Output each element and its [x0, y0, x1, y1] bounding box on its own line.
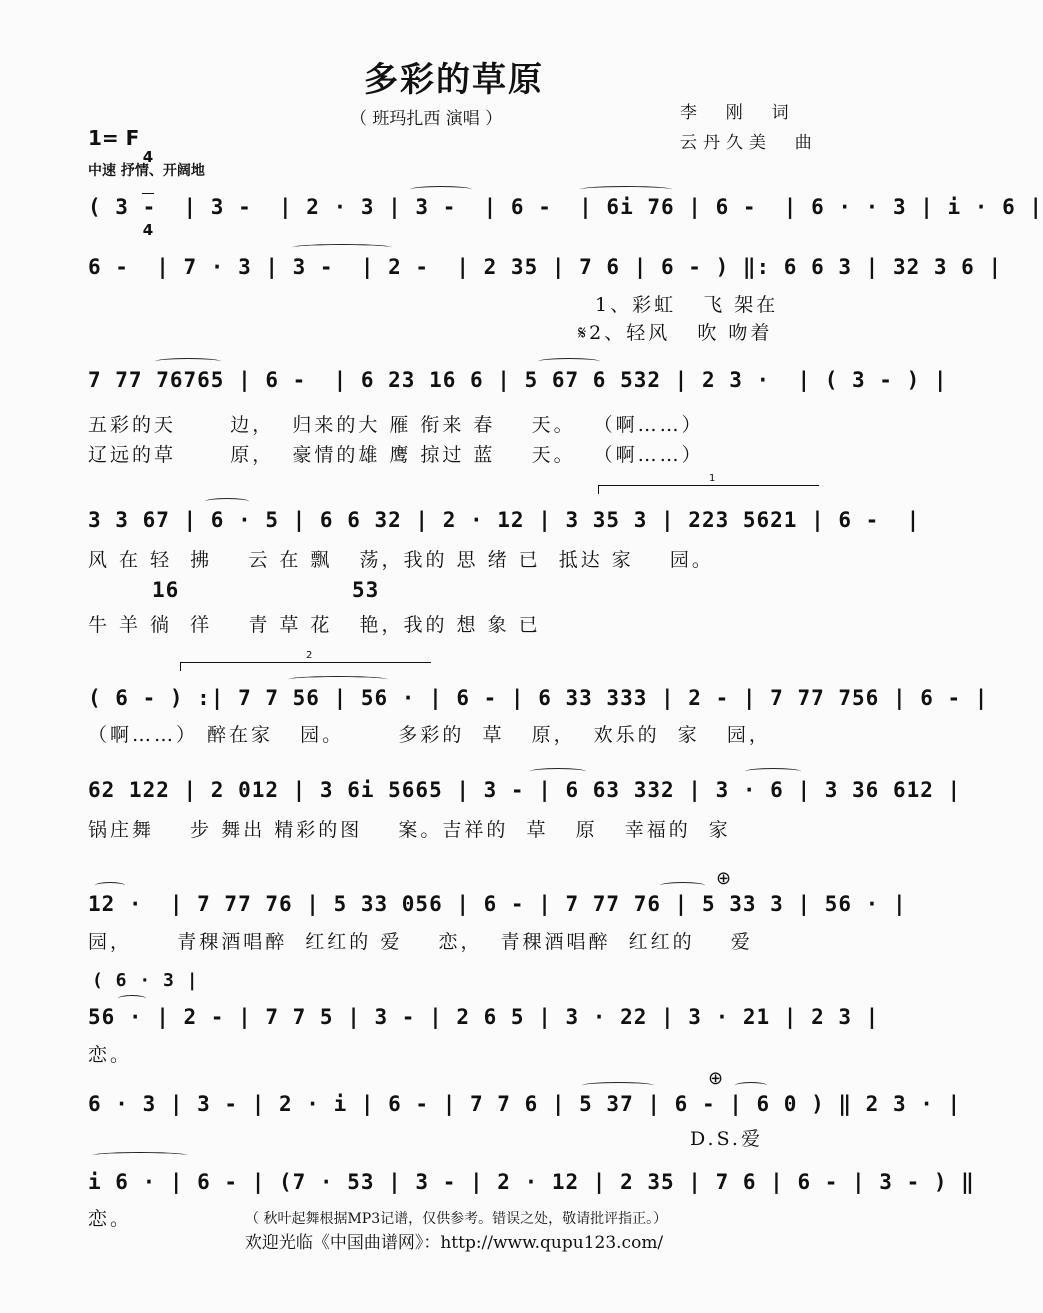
time-sig-bottom: 4: [142, 221, 154, 239]
music-row-2: 6 - | 7 · 3 | 3 - | 2 - | 2 35 | 7 6 | 6 - ) ‖: 6 6 3 | 32 3 6 |: [88, 255, 1003, 279]
tempo-marking: 中速 抒情、开阔地: [88, 163, 205, 179]
song-title: 多彩的草原: [364, 60, 544, 100]
music-row-7: 12 · | 7 77 76 | 5 33 056 | 6 - | 7 77 76 | 5 33 3 | 56 · |: [88, 892, 907, 916]
lyric-row-9: D.S.爱: [690, 1128, 763, 1150]
volta-2: 2: [180, 662, 431, 671]
time-sig-top: 4: [142, 148, 154, 166]
music-row-8: 56 · | 2 - | 7 7 5 | 3 - | 2 6 5 | 3 · 22 | 3 · 21 | 2 3 |: [88, 1005, 880, 1029]
lyric-row-4a: 风 在 轻 拂 云 在 飘 荡，我的 思 绪 已 抵达 家 园。: [88, 549, 714, 571]
lyric-row-10: 恋。: [88, 1208, 133, 1230]
lyric-row-6: 锅庄舞 步 舞出 精彩的图 案。吉祥的 草 原 幸福的 家: [88, 819, 731, 841]
lyric-row-2a: 1、彩虹 飞 架在: [595, 294, 779, 316]
singer-credit: （ 班玛扎西 演唱 ）: [350, 109, 503, 129]
lyric-row-2b: 𝄋2、轻风 吹 吻着: [578, 322, 773, 344]
lyric-row-3a: 五彩的天 边， 归来的大 雁 衔来 春 天。 （啊……）: [88, 414, 704, 436]
coda-symbol-2: ⊕: [708, 1068, 724, 1089]
time-signature: [142, 122, 154, 251]
lyric-row-4b: 牛 羊 徜 徉 青 草 花 艳，我的 想 象 已: [88, 614, 541, 636]
lyric-row-7: 园， 青稞酒唱醉 红红的 爱 恋， 青稞酒唱醉 红红的 爱: [88, 931, 753, 953]
coda-symbol-1: ⊕: [716, 868, 732, 889]
transcriber-note: （ 秋叶起舞根据MP3记谱，仅供参考。错误之处，敬请批评指正。）: [245, 1211, 668, 1227]
music-row-4: 3 3 67 | 6 · 5 | 6 6 32 | 2 · 12 | 3 35 3 | 223 5621 | 6 - |: [88, 508, 921, 532]
lyric-row-8: 恋。: [88, 1044, 133, 1066]
site-footer: 欢迎光临《中国曲谱网》：http://www.qupu123.com/: [244, 1233, 664, 1253]
music-row-10: i 6 · | 6 - | (7 · 53 | 3 - | 2 · 12 | 2 35 | 7 6 | 6 - | 3 - ) ‖: [88, 1170, 975, 1194]
alt-notes-2: 53: [352, 578, 380, 602]
lyric-row-5: （啊……） 醉在家 园。 多彩的 草 原， 欢乐的 家 园，: [88, 724, 771, 746]
music-row-9: 6 · 3 | 3 - | 2 · i | 6 - | 7 7 6 | 5 37 | 6 - | 6 0 ) ‖ 2 3 · |: [88, 1092, 962, 1116]
composer-credit: 云丹久美 曲: [680, 133, 818, 153]
key-signature: 1= F: [88, 126, 140, 150]
alt-ending-notes: ( 6 · 3 |: [92, 970, 199, 991]
alt-notes-1: 16: [152, 578, 180, 602]
music-row-1: ( 3 - | 3 - | 2 · 3 | 3 - | 6 - | 6i 76 | 6 - | 6 · · 3 | i · 6 |: [88, 195, 1043, 219]
music-row-6: 62 122 | 2 012 | 3 6i 5665 | 3 - | 6 63 332 | 3 · 6 | 3 36 612 |: [88, 778, 962, 802]
volta-1: 1: [598, 485, 819, 494]
music-row-3: 7 77 76765 | 6 - | 6 23 16 6 | 5 67 6 532 | 2 3 · | ( 3 - ) |: [88, 368, 948, 392]
music-row-5: ( 6 - ) :| 7 7 56 | 56 · | 6 - | 6 33 333 | 2 - | 7 77 756 | 6 - |: [88, 686, 989, 710]
lyricist-credit: 李 刚 词: [680, 103, 795, 123]
lyric-row-3b: 辽远的草 原， 豪情的雄 鹰 掠过 蓝 天。 （啊……）: [88, 444, 704, 466]
